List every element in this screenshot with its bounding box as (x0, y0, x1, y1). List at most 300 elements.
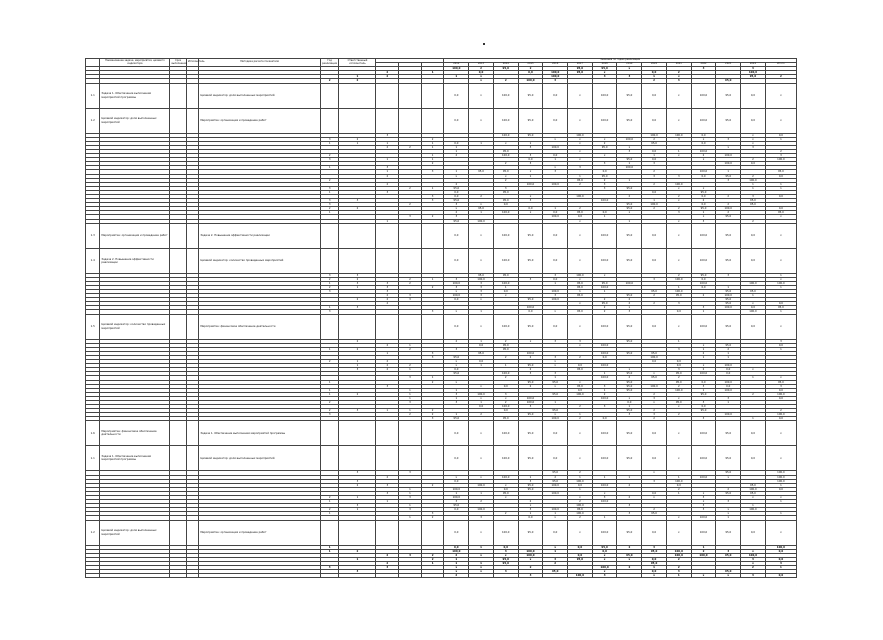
table-cell: 3 (666, 79, 691, 83)
table-cell: 2 (421, 553, 444, 557)
table-cell: 0,0 (444, 298, 469, 302)
row-description: Мероприятие: организация и проведение работ (100, 223, 170, 248)
table-cell: 95,0 (568, 384, 593, 388)
table-cell: 95,0 (716, 520, 741, 545)
table-cell: 0,0 (592, 549, 617, 553)
table-cell: 95,0 (568, 71, 593, 75)
table-cell: 95,0 (469, 351, 494, 355)
table-cell: 95,0 (592, 281, 617, 285)
table-cell: 1 (444, 388, 469, 392)
table-cell: 1 (666, 574, 691, 578)
table-cell: 2 (592, 178, 617, 182)
table-row-section (86, 108, 797, 133)
header-cell: 2019 (617, 63, 642, 67)
table-cell: х (592, 553, 617, 557)
table-cell: 95,0 (716, 223, 741, 248)
table-cell: 100,0 (493, 154, 518, 158)
table-cell (421, 520, 444, 545)
table-cell: 1 (765, 566, 796, 570)
table-cell: 3 (617, 310, 642, 314)
table-cell: 1 (666, 285, 691, 289)
table-cell: 2 (617, 483, 642, 487)
table-cell: 2 (617, 376, 642, 380)
table-cell: 95,0 (493, 67, 518, 71)
table-cell: 0,0 (469, 405, 494, 409)
table-cell: х (469, 298, 494, 302)
table-cell: 3 (320, 186, 339, 190)
table-cell: 100,0 (592, 520, 617, 545)
table-cell: 100,0 (741, 281, 766, 285)
table-cell: х (568, 314, 593, 339)
table-cell: 100,0 (691, 475, 716, 479)
table-cell: 2 (666, 487, 691, 491)
table-cell: 100,0 (493, 281, 518, 285)
table-row-section (86, 421, 797, 446)
table-cell: 2 (376, 75, 399, 79)
row-description: Мероприятие: финансовое обеспечение деятельности (100, 421, 170, 446)
table-cell: 2 (568, 207, 593, 211)
table-cell (543, 574, 568, 578)
table-cell: 100,0 (691, 421, 716, 446)
table-cell: Целевой индикатор: доля выполненных мероприятий (199, 83, 321, 108)
table-cell: 100,0 (716, 364, 741, 368)
table-cell: 2 (642, 79, 667, 83)
table-cell: 100,0 (765, 413, 796, 417)
table-cell: 3 (339, 306, 376, 310)
table-cell: 95,0 (493, 149, 518, 153)
table-cell: 95,0 (518, 108, 543, 133)
table-cell: 95,0 (716, 302, 741, 306)
table-cell: 1 (765, 483, 796, 487)
table-cell: х (691, 491, 716, 495)
table-cell: х (592, 570, 617, 574)
table-cell: 1 (716, 170, 741, 174)
table-cell: х (765, 446, 796, 471)
table-cell: 100,0 (469, 483, 494, 487)
table-cell: 3 (666, 347, 691, 351)
table-cell: Целевой индикатор: количество проведенных мероприятий (199, 248, 321, 273)
table-cell: 100,0 (568, 194, 593, 198)
table-cell: 1 (469, 211, 494, 215)
table-cell: 0,0 (765, 133, 796, 137)
table-cell: х (543, 413, 568, 417)
table-cell: 95,0 (518, 298, 543, 302)
table-cell: 1 (376, 170, 399, 174)
table-cell: 0,0 (691, 133, 716, 137)
table-cell (170, 574, 186, 578)
table-cell: 0,0 (691, 405, 716, 409)
table-cell: 3 (320, 566, 339, 570)
table-cell: 1 (320, 392, 339, 396)
table-cell: 1 (765, 273, 796, 277)
table-cell: 95,0 (493, 199, 518, 203)
table-cell (199, 574, 321, 578)
table-cell: 3 (666, 570, 691, 574)
table-cell: х (568, 223, 593, 248)
table-cell: х (592, 154, 617, 158)
table-cell: 3 (518, 574, 543, 578)
table-cell: 1 (444, 557, 469, 561)
table-cell: х (666, 83, 691, 108)
table-cell: 95,0 (518, 446, 543, 471)
table-cell: х (469, 396, 494, 400)
table-cell: 2 (444, 339, 469, 343)
table-cell: 100,0 (469, 508, 494, 512)
table-cell: 3 (493, 186, 518, 190)
table-cell (186, 574, 198, 578)
table-cell: 0,0 (543, 520, 568, 545)
table-cell: х (666, 314, 691, 339)
table-cell: 100,0 (716, 306, 741, 310)
table-cell: 0,0 (642, 491, 667, 495)
table-cell: х (666, 75, 691, 79)
table-cell: 2 (592, 141, 617, 145)
table-cell: 100,0 (543, 71, 568, 75)
table-cell: 1 (543, 207, 568, 211)
table-cell: 1 (444, 396, 469, 400)
table-cell: 95,0 (642, 549, 667, 553)
table-cell: 95,0 (716, 421, 741, 446)
table-cell: х (691, 574, 716, 578)
table-cell: 2 (592, 392, 617, 396)
table-cell: 95,0 (518, 133, 543, 137)
table-cell: 100,0 (592, 421, 617, 446)
table-cell: 3 (518, 405, 543, 409)
table-cell: 2 (320, 285, 339, 289)
table-cell: 3 (320, 290, 339, 294)
table-cell: Целевой индикатор: доля выполненных мероприятий (199, 446, 321, 471)
table-row-section (86, 520, 797, 545)
table-cell: 100,0 (617, 137, 642, 141)
table-cell: 0,0 (469, 71, 494, 75)
table-cell: 3 (399, 376, 422, 380)
table-cell: 95,0 (642, 290, 667, 294)
table-cell: 0,0 (716, 372, 741, 376)
table-cell: 1 (339, 364, 376, 368)
table-cell: 0,0 (716, 384, 741, 388)
table-cell: 3 (399, 215, 422, 219)
table-cell: 3 (592, 574, 617, 578)
row-code: 1.1 (86, 446, 100, 471)
table-cell: 100,0 (493, 475, 518, 479)
table-cell: 1 (666, 475, 691, 479)
table-cell (469, 574, 494, 578)
table-cell: 0,0 (444, 83, 469, 108)
table-cell: х (469, 421, 494, 446)
table-cell: 95,0 (568, 67, 593, 71)
table-cell: х (444, 290, 469, 294)
table-cell: х (765, 248, 796, 273)
table-cell: 0,0 (518, 310, 543, 314)
header-cell: 2014 (493, 63, 518, 67)
table-cell: 3 (469, 285, 494, 289)
table-cell: 100,0 (469, 277, 494, 281)
table-cell: 1 (617, 178, 642, 182)
table-cell: 95,0 (543, 380, 568, 384)
table-cell: 0,0 (568, 483, 593, 487)
table-cell: 2 (666, 273, 691, 277)
table-cell: 95,0 (518, 380, 543, 384)
table-cell: х (716, 145, 741, 149)
table-cell: 95,0 (741, 491, 766, 495)
table-cell: 1 (518, 174, 543, 178)
table-cell: 1 (518, 475, 543, 479)
header-cell: 2015 (518, 63, 543, 67)
table-cell: х (765, 520, 796, 545)
table-cell: 3 (716, 500, 741, 504)
table-cell: 1 (399, 409, 422, 413)
table-cell: 0,0 (642, 83, 667, 108)
table-cell: 2 (469, 500, 494, 504)
table-cell: 95,0 (617, 248, 642, 273)
table-cell: 100,0 (493, 211, 518, 215)
row-description: Задача 1. Обеспечение выполнения мероприятий программы (100, 83, 170, 108)
table-cell: 2 (666, 557, 691, 561)
table-cell: 2 (493, 512, 518, 516)
table-cell (170, 83, 186, 108)
spreadsheet-sheet (85, 58, 797, 596)
table-cell: 1 (543, 512, 568, 516)
header-cell: 2020 (642, 63, 667, 67)
table-cell: 0,0 (493, 290, 518, 294)
table-cell: 2 (493, 178, 518, 182)
table-cell: 95,0 (617, 186, 642, 190)
table-cell: 100,0 (543, 508, 568, 512)
table-cell: 95,0 (716, 108, 741, 133)
table-cell: 1 (421, 145, 444, 149)
table-cell: 100,0 (592, 248, 617, 273)
table-cell: 95,0 (716, 471, 741, 475)
table-cell: 3 (376, 285, 399, 289)
table-cell: 0,0 (765, 417, 796, 421)
table-cell: 100,0 (543, 298, 568, 302)
table-cell: 1 (741, 504, 766, 508)
table-cell: 3 (469, 290, 494, 294)
table-cell: 95,0 (642, 141, 667, 145)
table-cell (339, 446, 376, 471)
table-cell: 0,0 (444, 223, 469, 248)
header-cell: 2017 (568, 63, 593, 67)
table-cell: 100,0 (543, 75, 568, 79)
table-cell: 100,0 (493, 248, 518, 273)
table-cell: 0,0 (642, 421, 667, 446)
table-cell: 3 (543, 339, 568, 343)
table-cell: 1 (716, 351, 741, 355)
table-cell: 2 (493, 79, 518, 83)
table-cell: 1 (320, 549, 339, 553)
table-cell: 100,0 (592, 285, 617, 289)
table-cell: х (691, 186, 716, 190)
table-cell: 100,0 (568, 392, 593, 396)
table-cell: х (518, 339, 543, 343)
table-cell: х (765, 83, 796, 108)
table-cell: 1 (399, 487, 422, 491)
table-cell: 1 (469, 141, 494, 145)
table-cell: 95,0 (543, 471, 568, 475)
table-cell: 95,0 (716, 491, 741, 495)
table-cell: 2 (469, 67, 494, 71)
table-cell: 0,0 (568, 364, 593, 368)
table-cell: 100,0 (765, 281, 796, 285)
table-cell: 0,0 (741, 162, 766, 166)
table-cell: 100,0 (444, 67, 469, 71)
table-cell: 0,0 (642, 223, 667, 248)
table-cell: 0,0 (444, 508, 469, 512)
table-cell: 3 (691, 508, 716, 512)
table-cell: 1 (376, 219, 399, 223)
table-cell: х (469, 384, 494, 388)
table-cell: 2 (339, 339, 376, 343)
table-cell: х (741, 496, 766, 500)
table-cell: 1 (592, 372, 617, 376)
table-cell: 1 (716, 285, 741, 289)
table-cell: 2 (339, 207, 376, 211)
table-cell: 95,0 (617, 83, 642, 108)
header-cell: Методика расчета показателя (199, 59, 321, 67)
table-cell: 95,0 (617, 446, 642, 471)
table-cell: 2 (421, 409, 444, 413)
table-cell: 95,0 (617, 223, 642, 248)
table-cell: 3 (765, 384, 796, 388)
table-cell: 95,0 (617, 339, 642, 343)
table-cell: 3 (518, 145, 543, 149)
table-cell: х (543, 384, 568, 388)
table-cell: х (469, 203, 494, 207)
table-cell: 100,0 (666, 479, 691, 483)
header-cell: 2016 (543, 63, 568, 67)
table-cell: 3 (592, 496, 617, 500)
table-cell: 3 (444, 392, 469, 396)
table-cell: х (642, 574, 667, 578)
table-cell: 2 (421, 483, 444, 487)
table-cell: 0,0 (493, 384, 518, 388)
table-cell: 95,0 (765, 211, 796, 215)
table-row (86, 574, 797, 578)
table-cell: х (592, 491, 617, 495)
table-cell: 3 (399, 496, 422, 500)
table-cell (170, 223, 186, 248)
table-cell: х (691, 500, 716, 504)
table-cell: 100,0 (518, 549, 543, 553)
table-cell: 2 (339, 79, 376, 83)
table-cell (339, 108, 376, 133)
table-cell: 2 (399, 347, 422, 351)
table-cell: 100,0 (716, 413, 741, 417)
table-cell: х (469, 223, 494, 248)
table-cell: 100,0 (493, 223, 518, 248)
table-cell: 3 (518, 277, 543, 281)
table-cell: 1 (320, 380, 339, 384)
table-cell: Мероприятие: организация и проведение работ (199, 520, 321, 545)
table-cell: 95,0 (543, 479, 568, 483)
table-cell: 95,0 (716, 446, 741, 471)
row-description: Целевой индикатор: количество проведенных мероприятий (100, 314, 170, 339)
table-cell: х (444, 360, 469, 364)
table-cell: 1 (339, 496, 376, 500)
table-cell: 95,0 (518, 487, 543, 491)
table-cell: 95,0 (592, 545, 617, 549)
table-cell: 2 (376, 302, 399, 306)
table-cell: 0,0 (765, 396, 796, 400)
header-cell: 2022 (691, 63, 716, 67)
table-cell (170, 421, 186, 446)
table-cell: 100,0 (765, 479, 796, 483)
table-cell (170, 520, 186, 545)
table-cell: 2 (642, 294, 667, 298)
table-cell: 95,0 (568, 508, 593, 512)
table-cell: 2 (444, 553, 469, 557)
table-cell: х (666, 219, 691, 223)
table-cell: 3 (642, 396, 667, 400)
table-cell: х (691, 364, 716, 368)
table-cell: 95,0 (716, 248, 741, 273)
table-cell: 2 (444, 211, 469, 215)
table-cell: 2 (399, 413, 422, 417)
table-cell: 100,0 (666, 133, 691, 137)
table-cell: 3 (666, 137, 691, 141)
table-cell: 95,0 (493, 491, 518, 495)
table-cell: 1 (666, 491, 691, 495)
table-cell: 3 (339, 570, 376, 574)
table-cell: х (518, 557, 543, 561)
table-cell: 2 (421, 285, 444, 289)
table-cell: х (444, 364, 469, 368)
table-cell: 3 (444, 203, 469, 207)
table-cell: 2 (493, 162, 518, 166)
table-row-section (86, 446, 797, 471)
table-cell: 0,0 (765, 302, 796, 306)
table-cell: 1 (339, 557, 376, 561)
table-cell: 2 (320, 360, 339, 364)
table-cell: 3 (376, 133, 399, 137)
table-cell: 100,0 (543, 290, 568, 294)
table-cell: 95,0 (469, 273, 494, 277)
table-cell: 1 (617, 162, 642, 166)
table-cell: х (469, 570, 494, 574)
table-cell: 0,0 (518, 207, 543, 211)
table-cell: 0,0 (444, 421, 469, 446)
table-cell: 95,0 (493, 170, 518, 174)
table-cell (320, 520, 339, 545)
table-cell: 95,0 (617, 384, 642, 388)
table-cell: 0,0 (642, 446, 667, 471)
table-cell: 95,0 (666, 294, 691, 298)
table-cell: 3 (469, 294, 494, 298)
table-cell: 3 (320, 310, 339, 314)
header-cell: Ответственный исполнитель (339, 59, 376, 67)
table-cell: 100,0 (592, 483, 617, 487)
table-cell: 0,0 (765, 174, 796, 178)
table-cell: х (568, 219, 593, 223)
table-cell: 2 (421, 162, 444, 166)
table-cell: х (642, 400, 667, 404)
table-cell: 1 (320, 141, 339, 145)
table-cell: х (666, 154, 691, 158)
table-cell: 2 (376, 475, 399, 479)
table-cell: х (568, 343, 593, 347)
table-cell: Мероприятие: финансовое обеспечение деятельности (199, 314, 321, 339)
table-cell: 100,0 (568, 574, 593, 578)
table-cell: 2 (617, 545, 642, 549)
table-cell: 0,0 (543, 421, 568, 446)
table-cell: 95,0 (568, 178, 593, 182)
table-cell: 3 (376, 290, 399, 294)
table-cell: 95,0 (493, 273, 518, 277)
table-cell: 100,0 (691, 149, 716, 153)
table-cell: 100,0 (592, 83, 617, 108)
table-cell: 3 (421, 194, 444, 198)
table-cell: 1 (592, 475, 617, 479)
